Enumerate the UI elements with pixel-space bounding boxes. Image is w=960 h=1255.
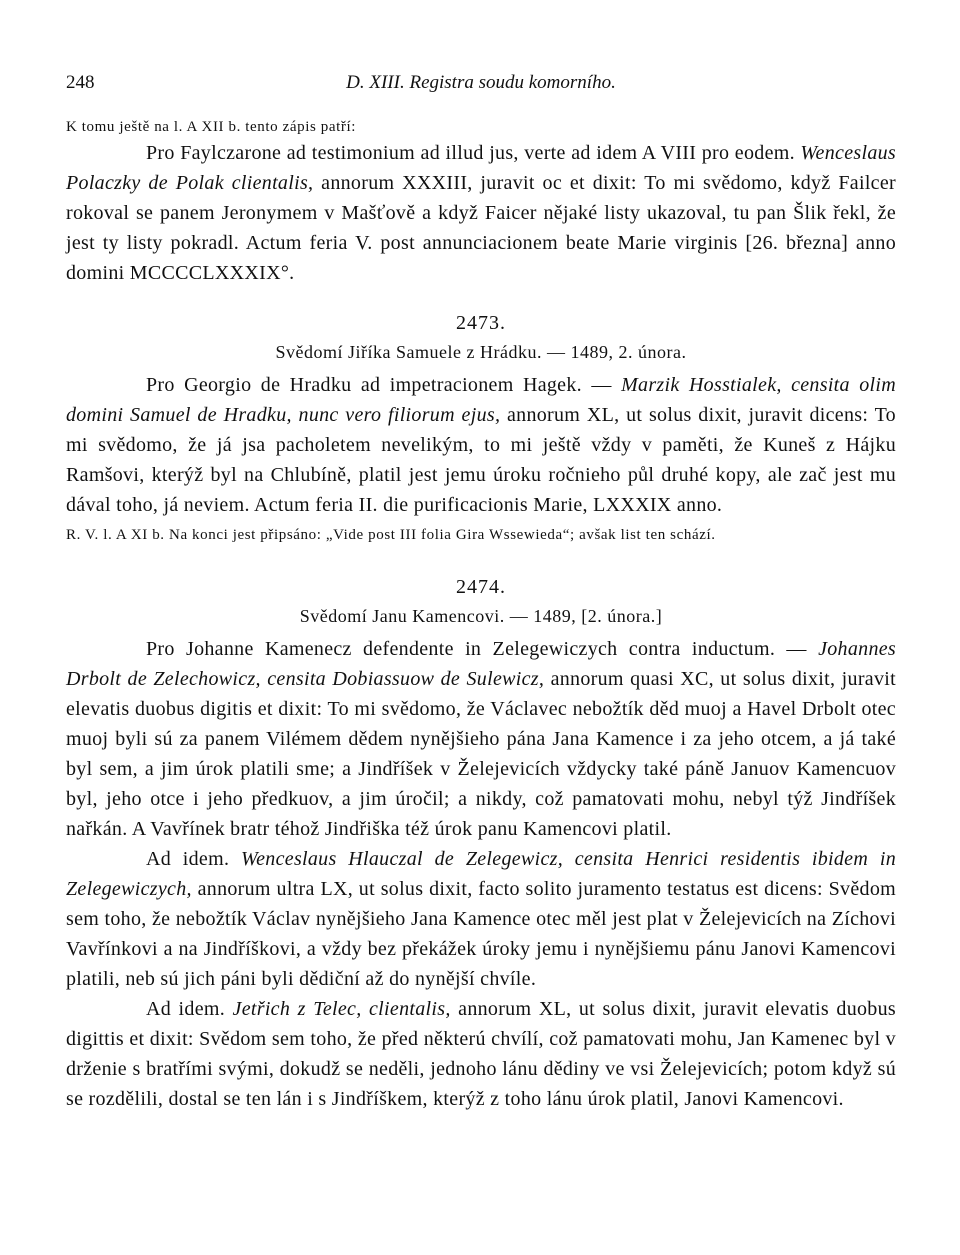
text-italic-name: Wenceslaus Hlauczal de Zelegewicz, censita Henrici residentis ibidem in Zelegewiczych, <box>66 848 896 900</box>
text-plain: Ad idem. <box>146 998 233 1020</box>
text-italic-name: Marzik Hosstialek, censita olim domini Samuel de Hradku, nunc vero filiorum ejus, <box>66 374 896 426</box>
page-header <box>66 66 896 96</box>
paragraph-2474-2 <box>66 844 896 994</box>
text-plain: annorum XL, ut solus dixit, juravit dicens: To mi svědomo, že já jsa pacholetem nevelikým, to mi ještě vždy v paměti, že Kuneš z Hájku Ramšovi, kterýž byl na Chlubíně, platil jest jemu úroku ročnieho půl druhé kopy, ale zač jest mu dával toho, já neviem. Actum feria II. die purificacionis Marie, LXXXIX anno. <box>66 404 896 516</box>
note-top: K tomu ještě na l. A XII b. tento zápis patří: <box>66 119 357 135</box>
running-title: D. XIII. Registra soudu komorního. <box>346 72 616 93</box>
entry-subtitle-2473: Svědomí Jiříka Samuele z Hrádku. — 1489, 2. února. <box>275 342 687 362</box>
text-plain: Pro Faylczarone ad testimonium ad illud jus, verte ad idem A VIII pro eodem. <box>146 142 801 164</box>
paragraph-2473 <box>66 370 896 520</box>
entry-subtitle-2474: Svědomí Janu Kamencovi. — 1489, [2. února.] <box>299 606 663 626</box>
text-italic-name: Jetřich z Telec, clientalis, <box>232 998 451 1020</box>
paragraph-2474-3 <box>66 994 896 1114</box>
text-plain: Pro Georgio de Hradku ad impetracionem Hagek. — <box>146 374 622 396</box>
text-italic-name: Johannes Drbolt de Zelechowicz, censita Dobiassuow de Sulewicz, <box>66 638 896 690</box>
text-plain: annorum XXXIII, juravit oc et dixit: To mi svědomo, když Failcer rokoval se panem Jeronymem v Mašťově a když Faicer nějaké listy ukazoval, tu pan Šlik řekl, že jest ty listy pokradl. Actum feria V. post annunciacionem beate Marie virginis [26. března] anno domini MCCCCLXXXIX°. <box>66 172 896 284</box>
text-plain: Pro Johanne Kamenecz defendente in Zelegewiczych contra inductum. — <box>146 638 819 660</box>
entry-number-2473: 2473. <box>456 312 506 334</box>
text-plain: annorum quasi XC, ut solus dixit, juravit elevatis duobus digitis et dixit: To mi svědomo, že Václavec nebožtík děd muoj a Havel Drbolt otec muoj byli sú za panem Vilémem dědem nynějšieho pána Jana Kamence i za jeho otcem, a já také byl sem, a jim úrok platili sme; a Jindříšek v Želejevicích vždycky také páně Januov Kamencuov byl, jeho otce i jeho předkuov, a jim úročil; a nikdy, což pamatovati mohu, nebyl týž Jindříšek nařkán. A Vavřínek bratr téhož Jindřiška též úrok panu Kamencovi platil. <box>66 668 896 840</box>
paragraph-prev-entry <box>66 138 896 288</box>
text-plain: annorum ultra LX, ut solus dixit, facto solito juramento testatus est dicens: Svědom sem toho, že nebožtík Václav nynějšieho Jana Kamence otec měl jest plat v Želejevicích na Zíchovi Vavřínkovi a na Jindříškovi, a vždy bez překážek úroky jemu i nynějšiemu pánu Janovi Kamencovi platili, neb sú jich páni byli dědiční až do nynější chvíle. <box>66 878 896 990</box>
text-italic-name: Wenceslaus Polaczky de Polak clientalis, <box>66 142 896 194</box>
text-plain: Ad idem. <box>146 848 241 870</box>
document-page <box>66 66 896 1114</box>
page-number: 248 <box>66 72 95 93</box>
text-plain: annorum XL, ut solus dixit, juravit elevatis duobus digittis et dixit: Svědom sem toho, že před některú chvílí, což pamatovati mohu, Jan Kamenec byl v drženie s bratřími svými, dokudž se neděli, jednoho lánu dědiny ve vsi Želejevicích; potom když sú se rozdělili, dostal se ten lán i s Jindříškem, kterýž z toho lánu úrok platil, Janovi Kamencovi. <box>66 998 896 1110</box>
entry-number-2474: 2474. <box>456 576 506 598</box>
note-2473: R. V. l. A XI b. Na konci jest připsáno: „Vide post III folia Gira Wssewieda“; avšak list ten schází. <box>66 527 716 543</box>
paragraph-2474-1 <box>66 634 896 844</box>
